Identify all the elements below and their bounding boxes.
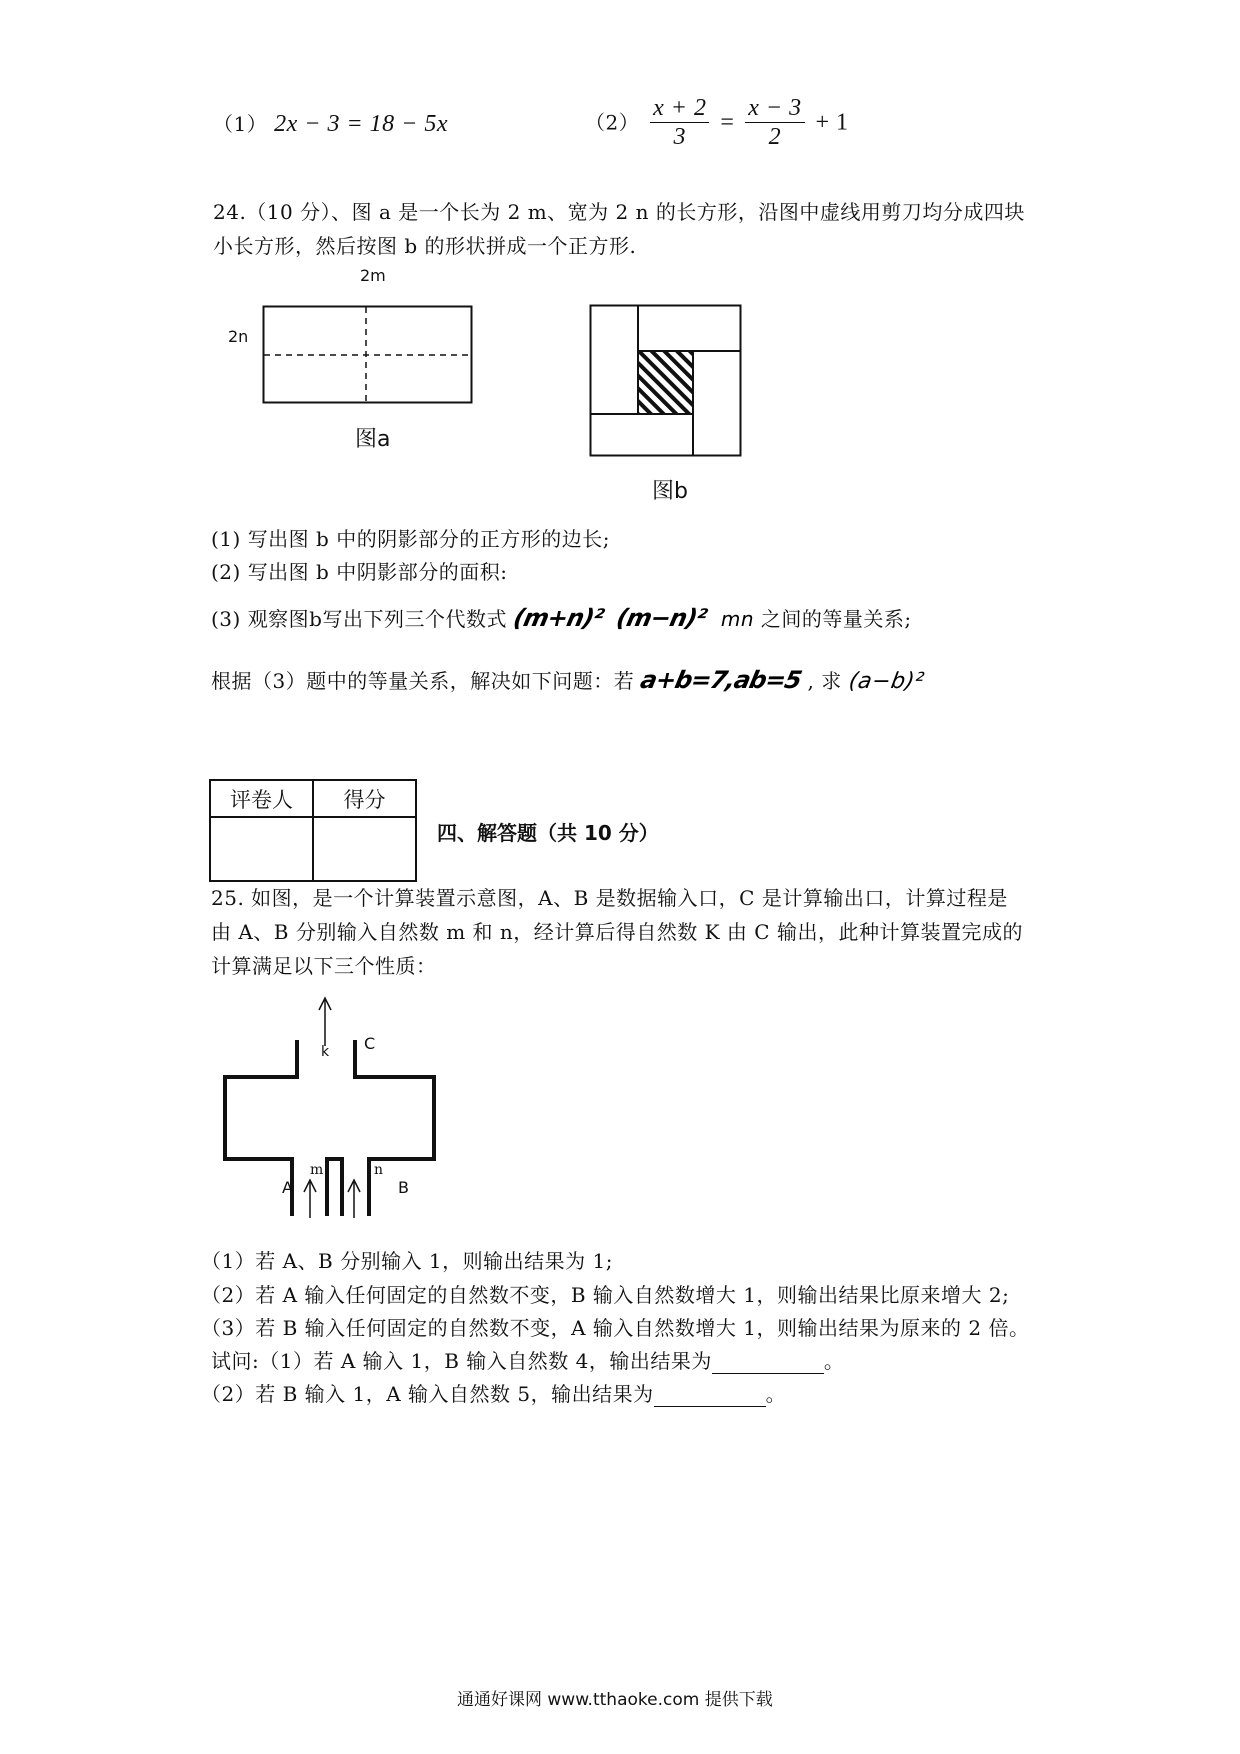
score-table-grader-header: 评卷人 <box>210 780 313 817</box>
device-label-n: n <box>374 1162 384 1178</box>
answer-blank-2[interactable] <box>654 1382 766 1407</box>
q24-sub-2: (2) 写出图 b 中阴影部分的面积: <box>211 560 508 584</box>
section-title: 四、解答题（共 10 分） <box>437 821 659 845</box>
fig-a-diagram <box>262 305 474 405</box>
device-label-b: B <box>398 1178 409 1197</box>
q24-sub-4-comma: , <box>807 669 815 693</box>
q24-sub-4-prefix: 根据（3）题中的等量关系，解决如下问题：若 <box>211 669 635 693</box>
q25-ask-2-end: 。 <box>765 1382 787 1406</box>
q25-property-2: （2）若 A 输入任何固定的自然数不变，B 输入自然数增大 1，则输出结果比原来增大 2; <box>201 1283 1010 1307</box>
q23-part1-expression: 2x − 3 = 18 − 5x <box>274 111 448 137</box>
q23-fraction-2-denominator: 2 <box>768 124 782 150</box>
garbled-expression-image-4: a+b=7,ab=5 <box>638 666 804 694</box>
q25-ask-2 <box>201 1382 786 1407</box>
page-footer: 通通好课网 www.tthaoke.com 提供下载 <box>457 1690 773 1710</box>
q23-equation-2 <box>585 96 848 149</box>
device-label-k: k <box>321 1044 330 1060</box>
device-label-m: m <box>310 1162 324 1178</box>
fig-b-diagram <box>589 304 743 458</box>
score-table-score-header: 得分 <box>313 780 416 817</box>
q23-tail: + 1 <box>815 109 849 136</box>
garbled-expression-image-5: (a−b)² <box>846 669 926 694</box>
q23-fraction-2-numerator: x − 3 <box>745 96 804 123</box>
q25-line-1: 25. 如图，是一个计算装置示意图，A、B 是数据输入口，C 是计算输出口，计算过程是 <box>211 886 1008 910</box>
q25-property-1: （1）若 A、B 分别输入 1，则输出结果为 1; <box>201 1249 613 1273</box>
q24-sub-3-prefix: (3) 观察图b写出下列三个代数式 <box>211 607 507 631</box>
garbled-expression-image-2: (m−n)² <box>614 604 710 632</box>
q25-line-3: 计算满足以下三个性质： <box>211 954 437 978</box>
score-table-grader-cell <box>210 817 313 881</box>
q23-equals-sign: = <box>720 109 735 136</box>
q23-fraction-1-denominator: 3 <box>673 124 687 150</box>
garbled-expression-image-3: mn <box>720 607 755 631</box>
q23-equation-1 <box>213 112 448 136</box>
q25-ask-1-text: 试问:（1）若 A 输入 1，B 输入自然数 4，输出结果为 <box>211 1349 712 1373</box>
q25-line-2: 由 A、B 分别输入自然数 m 和 n，经计算后得自然数 K 由 C 输出，此种计算装置完成的 <box>211 920 1023 944</box>
device-label-a: A <box>282 1178 293 1197</box>
q24-line-2: 小长方形，然后按图 b 的形状拼成一个正方形. <box>213 234 637 258</box>
q25-property-3: （3）若 B 输入任何固定的自然数不变，A 输入自然数增大 1，则输出结果为原来的 2 倍。 <box>201 1316 1030 1340</box>
q24-sub-1: (1) 写出图 b 中的阴影部分的正方形的边长; <box>211 527 610 551</box>
q24-sub-3 <box>211 606 912 631</box>
q23-part2-number: （2） <box>585 110 640 135</box>
computing-device-diagram <box>215 990 450 1225</box>
q23-part1-number: （1） <box>213 112 268 136</box>
q24-sub-3-suffix: 之间的等量关系; <box>760 607 912 631</box>
q23-fraction-1 <box>650 96 709 149</box>
garbled-expression-image-1: (m+n)² <box>510 604 606 632</box>
device-label-c: C <box>364 1034 376 1053</box>
q25-ask-1-end: 。 <box>823 1349 845 1373</box>
answer-blank-1[interactable] <box>712 1349 824 1374</box>
q25-ask-2-text: （2）若 B 输入 1，A 输入自然数 5，输出结果为 <box>201 1382 654 1406</box>
fig-a-width-label: 2m <box>360 266 386 285</box>
q23-fraction-1-numerator: x + 2 <box>650 96 709 123</box>
score-table <box>209 779 417 882</box>
fig-b-shaded-square <box>638 351 693 414</box>
q23-fraction-2 <box>745 96 804 149</box>
fig-a-caption: 图a <box>355 427 391 452</box>
fig-b-caption: 图b <box>652 479 688 504</box>
q24-sub-4 <box>211 668 924 694</box>
q24-line-1: 24.（10 分）、图 a 是一个长为 2 m、宽为 2 n 的长方形，沿图中虚线用剪刀均分成四块 <box>213 200 1025 224</box>
q25-ask-1 <box>211 1349 844 1374</box>
fig-a-height-label: 2n <box>228 327 249 346</box>
q24-sub-4-mid: 求 <box>821 669 842 693</box>
score-table-score-cell <box>313 817 416 881</box>
